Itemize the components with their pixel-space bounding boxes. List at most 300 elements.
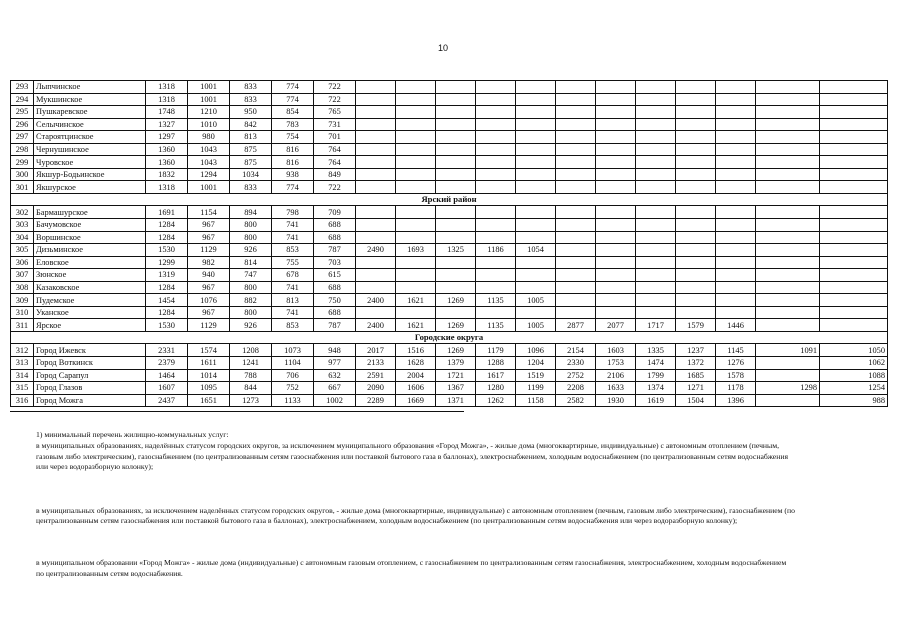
value-cell: 1753 (596, 357, 636, 370)
value-cell (596, 93, 636, 106)
value-cell (756, 181, 820, 194)
footnote-heading: 1) минимальный перечень жилищно-коммунальных услуг: (36, 430, 229, 439)
value-cell: 1095 (188, 382, 230, 395)
row-number: 295 (11, 106, 34, 119)
value-cell (516, 81, 556, 94)
value-cell: 774 (272, 81, 314, 94)
value-cell: 1621 (396, 294, 436, 307)
value-cell (820, 131, 888, 144)
value-cell: 788 (230, 369, 272, 382)
value-cell (596, 181, 636, 194)
value-cell (356, 168, 396, 181)
value-cell (556, 306, 596, 319)
value-cell: 1628 (396, 357, 436, 370)
value-cell: 706 (272, 369, 314, 382)
value-cell (756, 168, 820, 181)
value-cell (820, 168, 888, 181)
value-cell: 2331 (146, 344, 188, 357)
value-cell: 1186 (476, 244, 516, 257)
value-cell (516, 131, 556, 144)
value-cell (820, 306, 888, 319)
value-cell (756, 269, 820, 282)
municipality-name: Пушкаревское (34, 106, 146, 119)
value-cell: 800 (230, 219, 272, 232)
value-cell (596, 244, 636, 257)
value-cell: 1367 (436, 382, 476, 395)
value-cell (356, 306, 396, 319)
value-cell: 875 (230, 156, 272, 169)
value-cell (636, 231, 676, 244)
value-cell (356, 131, 396, 144)
value-cell: 1096 (516, 344, 556, 357)
value-cell (820, 118, 888, 131)
value-cell: 2400 (356, 319, 396, 332)
table-row (11, 219, 888, 232)
value-cell: 1135 (476, 294, 516, 307)
value-cell (756, 206, 820, 219)
value-cell: 2591 (356, 369, 396, 382)
value-cell (676, 294, 716, 307)
value-cell (820, 231, 888, 244)
value-cell (356, 118, 396, 131)
value-cell: 1010 (188, 118, 230, 131)
value-cell (476, 118, 516, 131)
value-cell (556, 93, 596, 106)
value-cell (556, 106, 596, 119)
value-cell: 1319 (146, 269, 188, 282)
value-cell: 754 (272, 131, 314, 144)
value-cell: 1276 (716, 357, 756, 370)
municipality-name: Селычинское (34, 118, 146, 131)
value-cell: 967 (188, 231, 230, 244)
value-cell: 688 (314, 281, 356, 294)
row-number: 296 (11, 118, 34, 131)
table-row (11, 244, 888, 257)
value-cell (756, 281, 820, 294)
value-cell: 741 (272, 219, 314, 232)
value-cell: 853 (272, 244, 314, 257)
value-cell: 722 (314, 181, 356, 194)
value-cell: 709 (314, 206, 356, 219)
section-title: Ярский район (11, 193, 888, 206)
value-cell: 1001 (188, 181, 230, 194)
value-cell (596, 106, 636, 119)
value-cell: 787 (314, 244, 356, 257)
value-cell (356, 219, 396, 232)
value-cell (476, 206, 516, 219)
value-cell (356, 281, 396, 294)
value-cell: 1050 (820, 344, 888, 357)
value-cell (596, 306, 636, 319)
value-cell: 2208 (556, 382, 596, 395)
value-cell: 1254 (820, 382, 888, 395)
value-cell (716, 81, 756, 94)
value-cell: 1269 (436, 319, 476, 332)
value-cell: 2289 (356, 394, 396, 407)
value-cell (820, 294, 888, 307)
value-cell: 1043 (188, 156, 230, 169)
value-cell (636, 181, 676, 194)
value-cell: 1262 (476, 394, 516, 407)
value-cell: 1371 (436, 394, 476, 407)
value-cell: 1005 (516, 319, 556, 332)
value-cell: 1578 (716, 369, 756, 382)
value-cell: 1617 (476, 369, 516, 382)
table-row (11, 256, 888, 269)
value-cell (636, 269, 676, 282)
value-cell: 1318 (146, 181, 188, 194)
value-cell (636, 106, 676, 119)
value-cell (756, 118, 820, 131)
value-cell (820, 156, 888, 169)
value-cell (756, 294, 820, 307)
value-cell: 1360 (146, 143, 188, 156)
value-cell (676, 281, 716, 294)
value-cell: 1327 (146, 118, 188, 131)
table-row (11, 168, 888, 181)
value-cell (756, 357, 820, 370)
value-cell: 2017 (356, 344, 396, 357)
value-cell (676, 181, 716, 194)
value-cell: 1269 (436, 344, 476, 357)
value-cell: 833 (230, 181, 272, 194)
value-cell (396, 231, 436, 244)
value-cell (436, 168, 476, 181)
value-cell: 1104 (272, 357, 314, 370)
value-cell (676, 118, 716, 131)
value-cell (476, 143, 516, 156)
table-row (11, 106, 888, 119)
value-cell (556, 181, 596, 194)
value-cell (756, 306, 820, 319)
value-cell: 842 (230, 118, 272, 131)
value-cell: 1129 (188, 319, 230, 332)
value-cell: 722 (314, 93, 356, 106)
table-row (11, 319, 888, 332)
value-cell (436, 118, 476, 131)
value-cell (436, 231, 476, 244)
value-cell (476, 168, 516, 181)
value-cell (636, 93, 676, 106)
value-cell: 1237 (676, 344, 716, 357)
value-cell: 926 (230, 319, 272, 332)
row-number: 300 (11, 168, 34, 181)
value-cell: 750 (314, 294, 356, 307)
value-cell: 2106 (596, 369, 636, 382)
value-cell (436, 256, 476, 269)
table-row (11, 131, 888, 144)
value-cell: 967 (188, 306, 230, 319)
value-cell (476, 81, 516, 94)
value-cell: 1178 (716, 382, 756, 395)
value-cell: 1088 (820, 369, 888, 382)
value-cell: 1325 (436, 244, 476, 257)
value-cell: 1318 (146, 93, 188, 106)
municipality-name: Дизьминское (34, 244, 146, 257)
value-cell: 1001 (188, 93, 230, 106)
value-cell (436, 93, 476, 106)
value-cell: 1454 (146, 294, 188, 307)
value-cell: 2752 (556, 369, 596, 382)
value-cell (476, 269, 516, 282)
value-cell (756, 231, 820, 244)
value-cell (716, 269, 756, 282)
row-number: 304 (11, 231, 34, 244)
municipality-name: Ярское (34, 319, 146, 332)
value-cell (716, 281, 756, 294)
value-cell (716, 156, 756, 169)
row-number: 305 (11, 244, 34, 257)
row-number: 301 (11, 181, 34, 194)
table-row (11, 118, 888, 131)
value-cell: 1204 (516, 357, 556, 370)
value-cell: 816 (272, 156, 314, 169)
value-cell: 875 (230, 143, 272, 156)
value-cell: 1619 (636, 394, 676, 407)
value-cell: 1034 (230, 168, 272, 181)
municipality-name: Якшурское (34, 181, 146, 194)
value-cell (516, 231, 556, 244)
value-cell: 747 (230, 269, 272, 282)
value-cell (636, 294, 676, 307)
value-cell (756, 394, 820, 407)
value-cell: 1669 (396, 394, 436, 407)
value-cell: 1284 (146, 281, 188, 294)
value-cell (756, 106, 820, 119)
value-cell (556, 81, 596, 94)
data-table (10, 80, 888, 407)
value-cell (356, 181, 396, 194)
value-cell (396, 281, 436, 294)
value-cell: 1014 (188, 369, 230, 382)
municipality-name: Мукшинское (34, 93, 146, 106)
row-number: 313 (11, 357, 34, 370)
municipality-name: Чуровское (34, 156, 146, 169)
table-body (11, 81, 888, 407)
value-cell (676, 256, 716, 269)
value-cell: 774 (272, 93, 314, 106)
value-cell: 1298 (756, 382, 820, 395)
value-cell: 1054 (516, 244, 556, 257)
value-cell: 1158 (516, 394, 556, 407)
value-cell: 1530 (146, 244, 188, 257)
value-cell (436, 206, 476, 219)
value-cell (556, 244, 596, 257)
value-cell: 701 (314, 131, 356, 144)
value-cell (436, 181, 476, 194)
value-cell (436, 281, 476, 294)
value-cell: 1271 (676, 382, 716, 395)
footnote-paragraph-2: в муниципальных образованиях, за исключением наделённых статусом городских округов, - жилые дома (многоквартирные, индивидуальные) с автономным отоплением (печным, газовым либо электрическим), газоснабжением (по централизованным сетям газоснабжения или поставкой бытового газа в баллонах), электроснабжением, холодным водоснабжением (по централизованным сетям водоснабжения или через водоразборную колонку); (36, 505, 795, 526)
value-cell (636, 81, 676, 94)
value-cell: 940 (188, 269, 230, 282)
municipality-name: Город Глазов (34, 382, 146, 395)
value-cell: 967 (188, 219, 230, 232)
value-cell (756, 131, 820, 144)
value-cell (676, 93, 716, 106)
value-cell: 1446 (716, 319, 756, 332)
value-cell: 1574 (188, 344, 230, 357)
value-cell (676, 306, 716, 319)
value-cell: 1241 (230, 357, 272, 370)
table-row (11, 93, 888, 106)
value-cell: 2077 (596, 319, 636, 332)
value-cell: 1685 (676, 369, 716, 382)
value-cell: 1210 (188, 106, 230, 119)
section-title: Городские округа (11, 331, 888, 344)
value-cell (396, 168, 436, 181)
value-cell (356, 93, 396, 106)
value-cell: 678 (272, 269, 314, 282)
value-cell (756, 369, 820, 382)
value-cell: 1464 (146, 369, 188, 382)
value-cell (676, 168, 716, 181)
row-number: 297 (11, 131, 34, 144)
value-cell (436, 143, 476, 156)
footnotes (36, 430, 796, 579)
value-cell (596, 168, 636, 181)
value-cell (676, 219, 716, 232)
value-cell (556, 143, 596, 156)
value-cell (516, 281, 556, 294)
value-cell (436, 106, 476, 119)
value-cell: 1073 (272, 344, 314, 357)
footnote-rule (10, 411, 464, 412)
value-cell (716, 181, 756, 194)
value-cell (820, 181, 888, 194)
value-cell: 1691 (146, 206, 188, 219)
value-cell: 1284 (146, 306, 188, 319)
value-cell (820, 219, 888, 232)
value-cell (396, 106, 436, 119)
value-cell: 1076 (188, 294, 230, 307)
municipality-name: Казаковское (34, 281, 146, 294)
value-cell: 1297 (146, 131, 188, 144)
value-cell: 1269 (436, 294, 476, 307)
value-cell (436, 306, 476, 319)
value-cell (756, 219, 820, 232)
row-number: 294 (11, 93, 34, 106)
municipality-name: Лыпчинское (34, 81, 146, 94)
value-cell (676, 143, 716, 156)
value-cell (716, 256, 756, 269)
value-cell: 688 (314, 306, 356, 319)
value-cell (756, 319, 820, 332)
value-cell: 2330 (556, 357, 596, 370)
value-cell: 1288 (476, 357, 516, 370)
value-cell: 1208 (230, 344, 272, 357)
value-cell (556, 219, 596, 232)
value-cell (516, 256, 556, 269)
value-cell (476, 156, 516, 169)
value-cell (436, 81, 476, 94)
value-cell (636, 281, 676, 294)
row-number: 316 (11, 394, 34, 407)
value-cell (356, 231, 396, 244)
value-cell: 813 (230, 131, 272, 144)
value-cell (356, 156, 396, 169)
value-cell: 1748 (146, 106, 188, 119)
municipality-name: Город Воткинск (34, 357, 146, 370)
value-cell (476, 131, 516, 144)
table-row (11, 344, 888, 357)
value-cell (676, 244, 716, 257)
value-cell: 1396 (716, 394, 756, 407)
value-cell (596, 294, 636, 307)
value-cell (676, 106, 716, 119)
value-cell (596, 143, 636, 156)
value-cell: 926 (230, 244, 272, 257)
table-row (11, 81, 888, 94)
value-cell: 1005 (516, 294, 556, 307)
value-cell: 722 (314, 81, 356, 94)
value-cell: 1379 (436, 357, 476, 370)
value-cell (596, 131, 636, 144)
value-cell: 615 (314, 269, 356, 282)
value-cell (716, 294, 756, 307)
table-row (11, 156, 888, 169)
value-cell (516, 106, 556, 119)
value-cell: 894 (230, 206, 272, 219)
value-cell (396, 256, 436, 269)
value-cell (516, 219, 556, 232)
value-cell (396, 131, 436, 144)
value-cell (636, 143, 676, 156)
table-row (11, 231, 888, 244)
value-cell (716, 106, 756, 119)
value-cell (596, 281, 636, 294)
value-cell: 1832 (146, 168, 188, 181)
value-cell: 755 (272, 256, 314, 269)
value-cell (396, 306, 436, 319)
value-cell: 1516 (396, 344, 436, 357)
value-cell (516, 156, 556, 169)
table-row (11, 294, 888, 307)
value-cell: 977 (314, 357, 356, 370)
value-cell (716, 118, 756, 131)
value-cell: 980 (188, 131, 230, 144)
value-cell: 816 (272, 143, 314, 156)
value-cell (716, 168, 756, 181)
value-cell: 1607 (146, 382, 188, 395)
value-cell (820, 256, 888, 269)
value-cell: 2154 (556, 344, 596, 357)
value-cell (820, 143, 888, 156)
value-cell (556, 281, 596, 294)
municipality-name: Город Сарапул (34, 369, 146, 382)
section-row-yar (11, 193, 888, 206)
row-number: 307 (11, 269, 34, 282)
value-cell: 1284 (146, 219, 188, 232)
value-cell: 800 (230, 231, 272, 244)
value-cell: 2090 (356, 382, 396, 395)
value-cell (356, 269, 396, 282)
value-cell (596, 81, 636, 94)
value-cell (636, 244, 676, 257)
municipality-name: Еловское (34, 256, 146, 269)
value-cell (356, 206, 396, 219)
value-cell (636, 219, 676, 232)
value-cell (820, 319, 888, 332)
value-cell: 787 (314, 319, 356, 332)
section-row-city (11, 331, 888, 344)
value-cell (356, 106, 396, 119)
value-cell: 2437 (146, 394, 188, 407)
value-cell (636, 156, 676, 169)
row-number: 312 (11, 344, 34, 357)
value-cell: 1579 (676, 319, 716, 332)
table-row (11, 206, 888, 219)
